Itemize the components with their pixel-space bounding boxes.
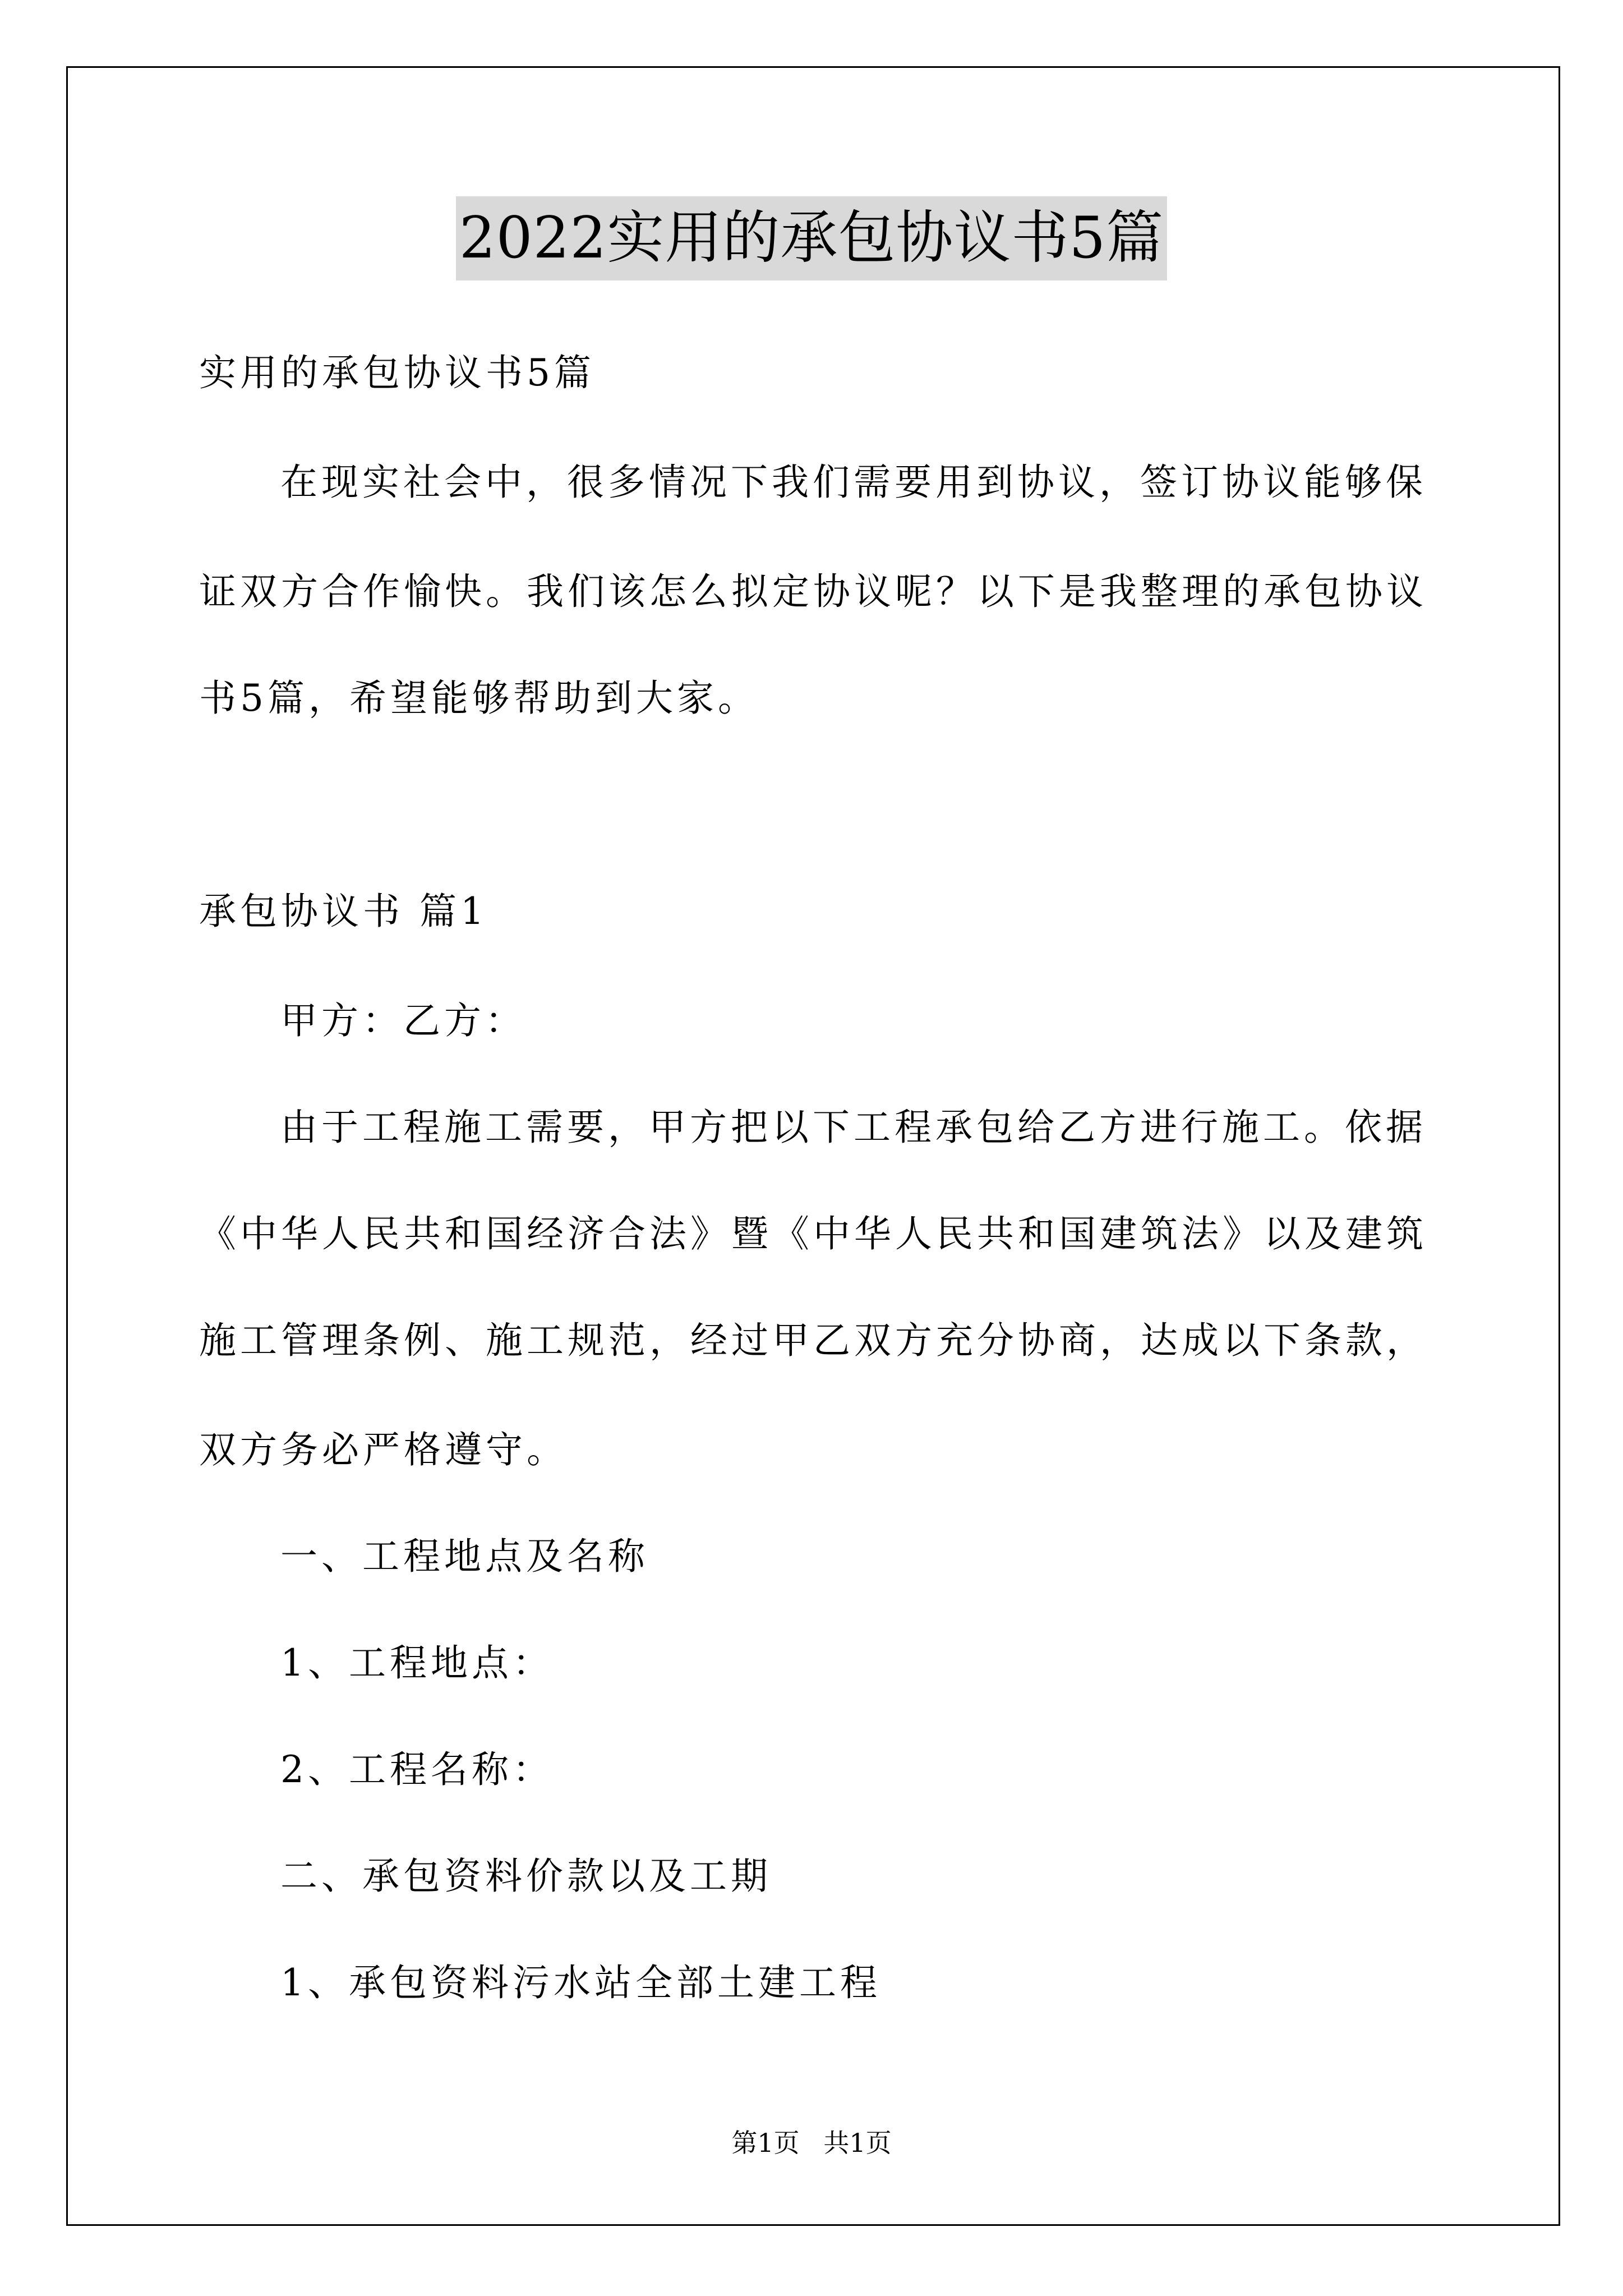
subtitle: 实用的承包协议书5篇 <box>199 351 595 394</box>
section-heading: 承包协议书 篇1 <box>199 890 488 933</box>
intro-line-1: 在现实社会中，很多情况下我们需要用到协议，签订协议能够保 <box>280 461 1427 504</box>
body-line-1: 由于工程施工需要，甲方把以下工程承包给乙方进行施工。依据 <box>280 1106 1427 1149</box>
page-footer <box>0 2126 1623 2160</box>
body-line-3: 施工管理条例、施工规范，经过甲乙双方充分协商，达成以下条款， <box>199 1319 1427 1362</box>
document-title: 2022实用的承包协议书5篇 <box>456 196 1167 280</box>
intro-line-2: 证双方合作愉快。我们该怎么拟定协议呢？以下是我整理的承包协议 <box>199 570 1427 613</box>
body-line-2: 《中华人民共和国经济合法》暨《中华人民共和国建筑法》以及建筑 <box>199 1212 1427 1255</box>
title-container <box>0 196 1623 280</box>
parties-line: 甲方：乙方： <box>280 999 526 1042</box>
page-total: 共1页 <box>823 2128 892 2158</box>
clause-line-3: 2、工程名称： <box>280 1748 554 1791</box>
body-line-4: 双方务必严格遵守。 <box>199 1428 568 1471</box>
clause-line-1: 一、工程地点及名称 <box>280 1535 649 1578</box>
clause-line-2: 1、工程地点： <box>280 1641 554 1685</box>
intro-line-3: 书5篇，希望能够帮助到大家。 <box>199 677 759 720</box>
clause-line-4: 二、承包资料价款以及工期 <box>280 1855 772 1898</box>
page-current: 第1页 <box>731 2128 800 2158</box>
clause-line-5: 1、承包资料污水站全部土建工程 <box>280 1961 881 2004</box>
